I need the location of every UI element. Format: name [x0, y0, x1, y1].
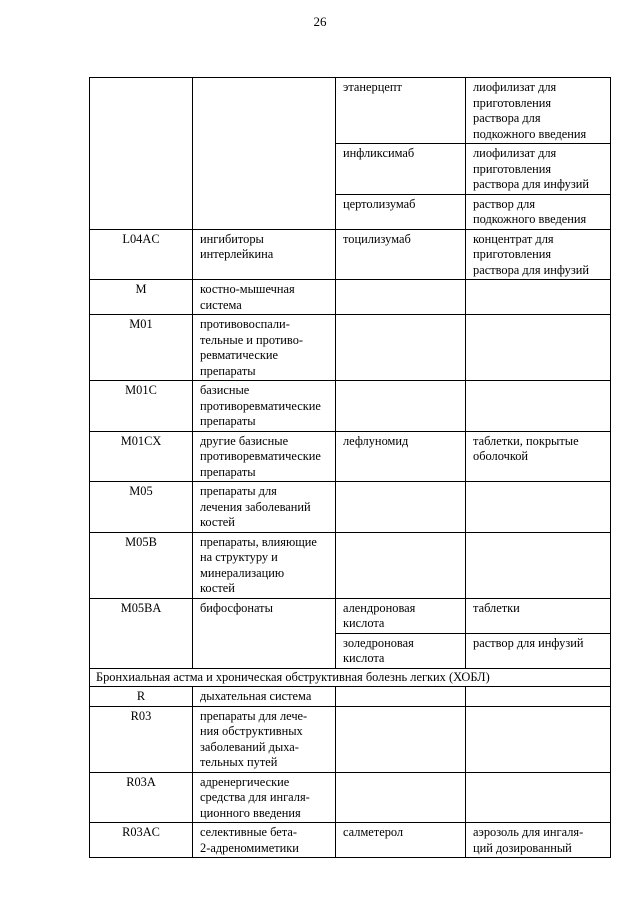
- code-cell: [90, 78, 193, 230]
- drug-cell: тоцилизумаб: [336, 229, 466, 280]
- form-cell: раствор для подкожного введения: [466, 194, 611, 229]
- group-cell: препараты для лече- ния обструктивных заболеваний дыха- тельных путей: [193, 706, 336, 772]
- table-row: [90, 381, 611, 432]
- drug-cell: салметерол: [336, 823, 466, 858]
- drug-cell: золедроновая кислота: [336, 633, 466, 668]
- form-cell: [466, 687, 611, 707]
- form-cell: лиофилизат для приготовления раствора для подкожного введения: [466, 78, 611, 144]
- drug-cell: этанерцепт: [336, 78, 466, 144]
- group-cell: костно-мышечная система: [193, 280, 336, 315]
- code-cell: R: [90, 687, 193, 707]
- group-cell: дыхательная система: [193, 687, 336, 707]
- form-cell: [466, 381, 611, 432]
- form-cell: [466, 315, 611, 381]
- drug-cell: [336, 532, 466, 598]
- form-cell: концентрат для приготовления раствора для инфузий: [466, 229, 611, 280]
- table-row: [90, 431, 611, 482]
- form-cell: [466, 280, 611, 315]
- form-cell: [466, 706, 611, 772]
- drug-cell: [336, 315, 466, 381]
- code-cell: M01CX: [90, 431, 193, 482]
- code-cell: M05B: [90, 532, 193, 598]
- code-cell: R03AC: [90, 823, 193, 858]
- group-cell: препараты для лечения заболеваний костей: [193, 482, 336, 533]
- drug-cell: [336, 706, 466, 772]
- group-cell: адренергические средства для ингаля- ционного введения: [193, 772, 336, 823]
- group-cell: [193, 78, 336, 230]
- form-cell: [466, 482, 611, 533]
- drug-cell: цертолизумаб: [336, 194, 466, 229]
- form-cell: таблетки: [466, 598, 611, 633]
- code-cell: R03A: [90, 772, 193, 823]
- form-cell: [466, 532, 611, 598]
- table-row: [90, 532, 611, 598]
- table-row: [90, 823, 611, 858]
- code-cell: M: [90, 280, 193, 315]
- table-row: [90, 315, 611, 381]
- form-cell: таблетки, покрытые оболочкой: [466, 431, 611, 482]
- drug-cell: [336, 772, 466, 823]
- code-cell: L04AC: [90, 229, 193, 280]
- drug-cell: лефлуномид: [336, 431, 466, 482]
- drug-cell: [336, 482, 466, 533]
- group-cell: ингибиторы интерлейкина: [193, 229, 336, 280]
- code-cell: M01C: [90, 381, 193, 432]
- table-row: [90, 280, 611, 315]
- section-title: Бронхиальная астма и хроническая обструктивная болезнь легких (ХОБЛ): [90, 668, 611, 687]
- code-cell: M01: [90, 315, 193, 381]
- section-header-row: [90, 668, 611, 687]
- code-cell: M05BA: [90, 598, 193, 668]
- group-cell: базисные противоревматические препараты: [193, 381, 336, 432]
- group-cell: препараты, влияющие на структуру и минерализацию костей: [193, 532, 336, 598]
- form-cell: аэрозоль для ингаля- ций дозированный: [466, 823, 611, 858]
- group-cell: селективные бета- 2-адреномиметики: [193, 823, 336, 858]
- form-cell: лиофилизат для приготовления раствора для инфузий: [466, 144, 611, 195]
- group-cell: бифосфонаты: [193, 598, 336, 668]
- table-row: [90, 687, 611, 707]
- drug-cell: [336, 687, 466, 707]
- form-cell: раствор для инфузий: [466, 633, 611, 668]
- table-row: [90, 772, 611, 823]
- form-cell: [466, 772, 611, 823]
- drug-table: [89, 77, 611, 858]
- code-cell: M05: [90, 482, 193, 533]
- page-number: 26: [313, 14, 327, 29]
- table-row: [90, 482, 611, 533]
- drug-cell: инфликсимаб: [336, 144, 466, 195]
- group-cell: другие базисные противоревматические препараты: [193, 431, 336, 482]
- group-cell: противовоспали- тельные и противо- ревматические препараты: [193, 315, 336, 381]
- table-row: [90, 598, 611, 633]
- code-cell: R03: [90, 706, 193, 772]
- table-row: [90, 706, 611, 772]
- drug-cell: [336, 381, 466, 432]
- table-row: [90, 78, 611, 144]
- drug-cell: алендроновая кислота: [336, 598, 466, 633]
- drug-cell: [336, 280, 466, 315]
- table-row: [90, 229, 611, 280]
